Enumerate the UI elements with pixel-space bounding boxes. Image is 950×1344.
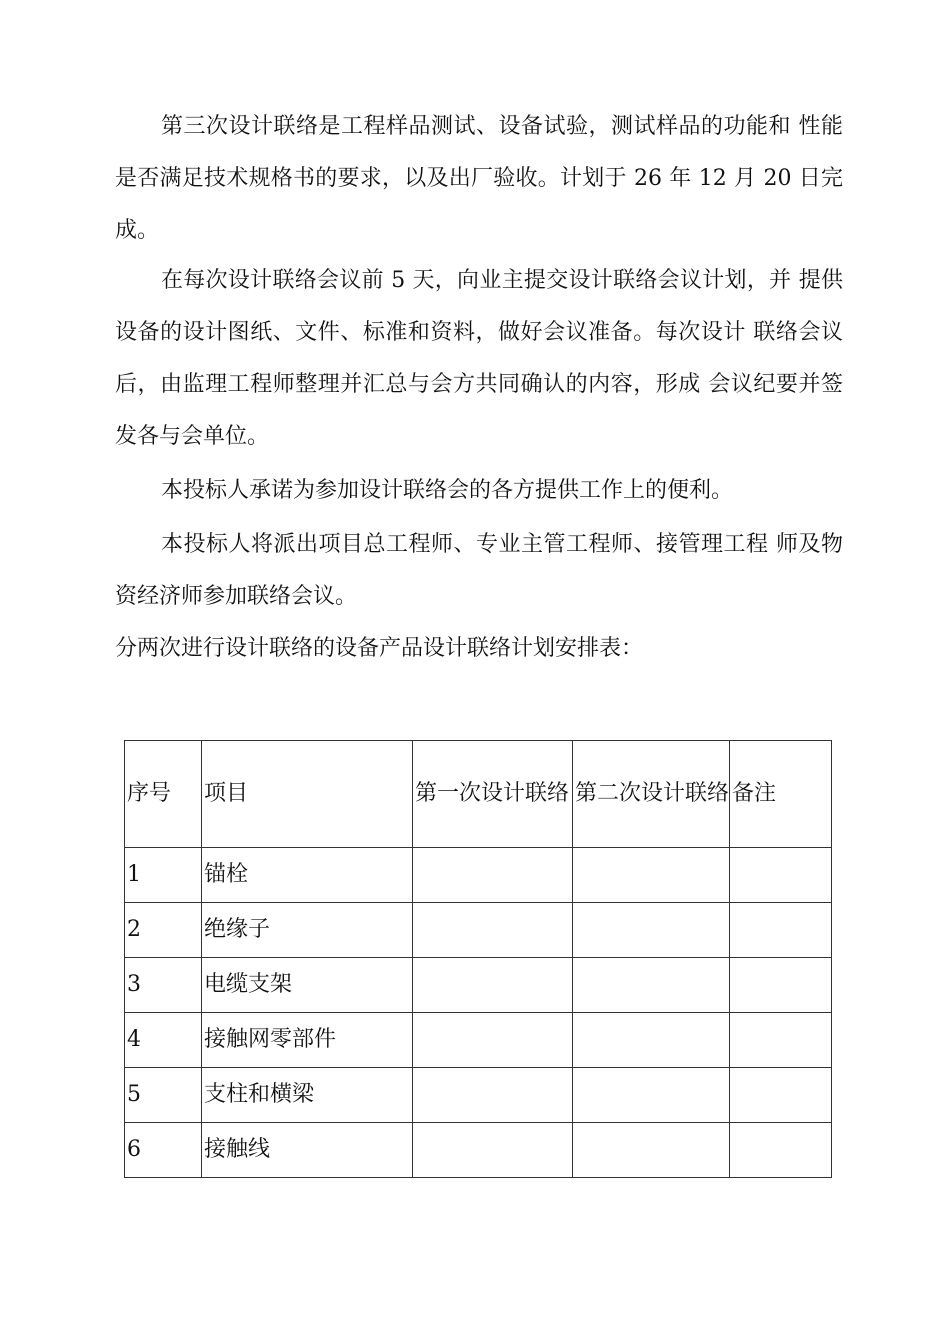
cell-first (413, 1013, 573, 1068)
cell-note (730, 903, 832, 958)
cell-second (573, 1123, 730, 1178)
cell-item: 电缆支架 (202, 958, 413, 1013)
cell-item: 绝缘子 (202, 903, 413, 958)
table-row (125, 903, 832, 958)
cell-seq: 6 (125, 1123, 202, 1178)
cell-first (413, 1123, 573, 1178)
cell-item: 支柱和横梁 (202, 1068, 413, 1123)
paragraph-commitment: 本投标人承诺为参加设计联络会的各方提供工作上的便利。 (161, 478, 734, 503)
cell-note (730, 1013, 832, 1068)
cell-seq: 4 (125, 1013, 202, 1068)
cell-seq: 5 (125, 1068, 202, 1123)
header-item: 项目 (202, 741, 413, 848)
header-seq: 序号 (125, 741, 202, 848)
paragraph-meeting-plan: 在每次设计联络会议前 5 天，向业主提交设计联络会议计划，并 提供设备的设计图纸、文件、标准和资料，做好会议准备。每次设计 联络会议后，由监理工程师整理并汇总与会方共同确认的内容，形成 会议纪要并签发各与会单位。 (115, 268, 843, 449)
cell-first (413, 903, 573, 958)
header-note: 备注 (730, 741, 832, 848)
cell-note (730, 1123, 832, 1178)
cell-note (730, 1068, 832, 1123)
cell-second (573, 958, 730, 1013)
table-row (125, 1068, 832, 1123)
cell-second (573, 848, 730, 903)
table-row (125, 958, 832, 1013)
table-row (125, 1013, 832, 1068)
cell-seq: 3 (125, 958, 202, 1013)
cell-item: 锚栓 (202, 848, 413, 903)
liaison-plan-table (124, 740, 832, 1178)
cell-first (413, 1068, 573, 1123)
table-caption: 分两次进行设计联络的设备产品设计联络计划安排表： (115, 636, 644, 661)
cell-note (730, 848, 832, 903)
cell-second (573, 1013, 730, 1068)
cell-seq: 1 (125, 848, 202, 903)
cell-second (573, 903, 730, 958)
table-header-row (125, 741, 832, 848)
cell-item: 接触线 (202, 1123, 413, 1178)
paragraph-third-liaison: 第三次设计联络是工程样品测试、设备试验，测试样品的功能和 性能是否满足技术规格书的要求，以及出厂验收。计划于 26 年 12 月 20 日完成。 (115, 114, 843, 243)
cell-second (573, 1068, 730, 1123)
cell-first (413, 958, 573, 1013)
table-row (125, 848, 832, 903)
cell-first (413, 848, 573, 903)
table-row (125, 1123, 832, 1178)
cell-note (730, 958, 832, 1013)
cell-seq: 2 (125, 903, 202, 958)
header-first-liaison: 第一次设计联络 (413, 741, 573, 848)
cell-item: 接触网零部件 (202, 1013, 413, 1068)
paragraph-personnel: 本投标人将派出项目总工程师、专业主管工程师、接管理工程 师及物资经济师参加联络会议。 (115, 532, 843, 609)
header-second-liaison: 第二次设计联络 (573, 741, 730, 848)
